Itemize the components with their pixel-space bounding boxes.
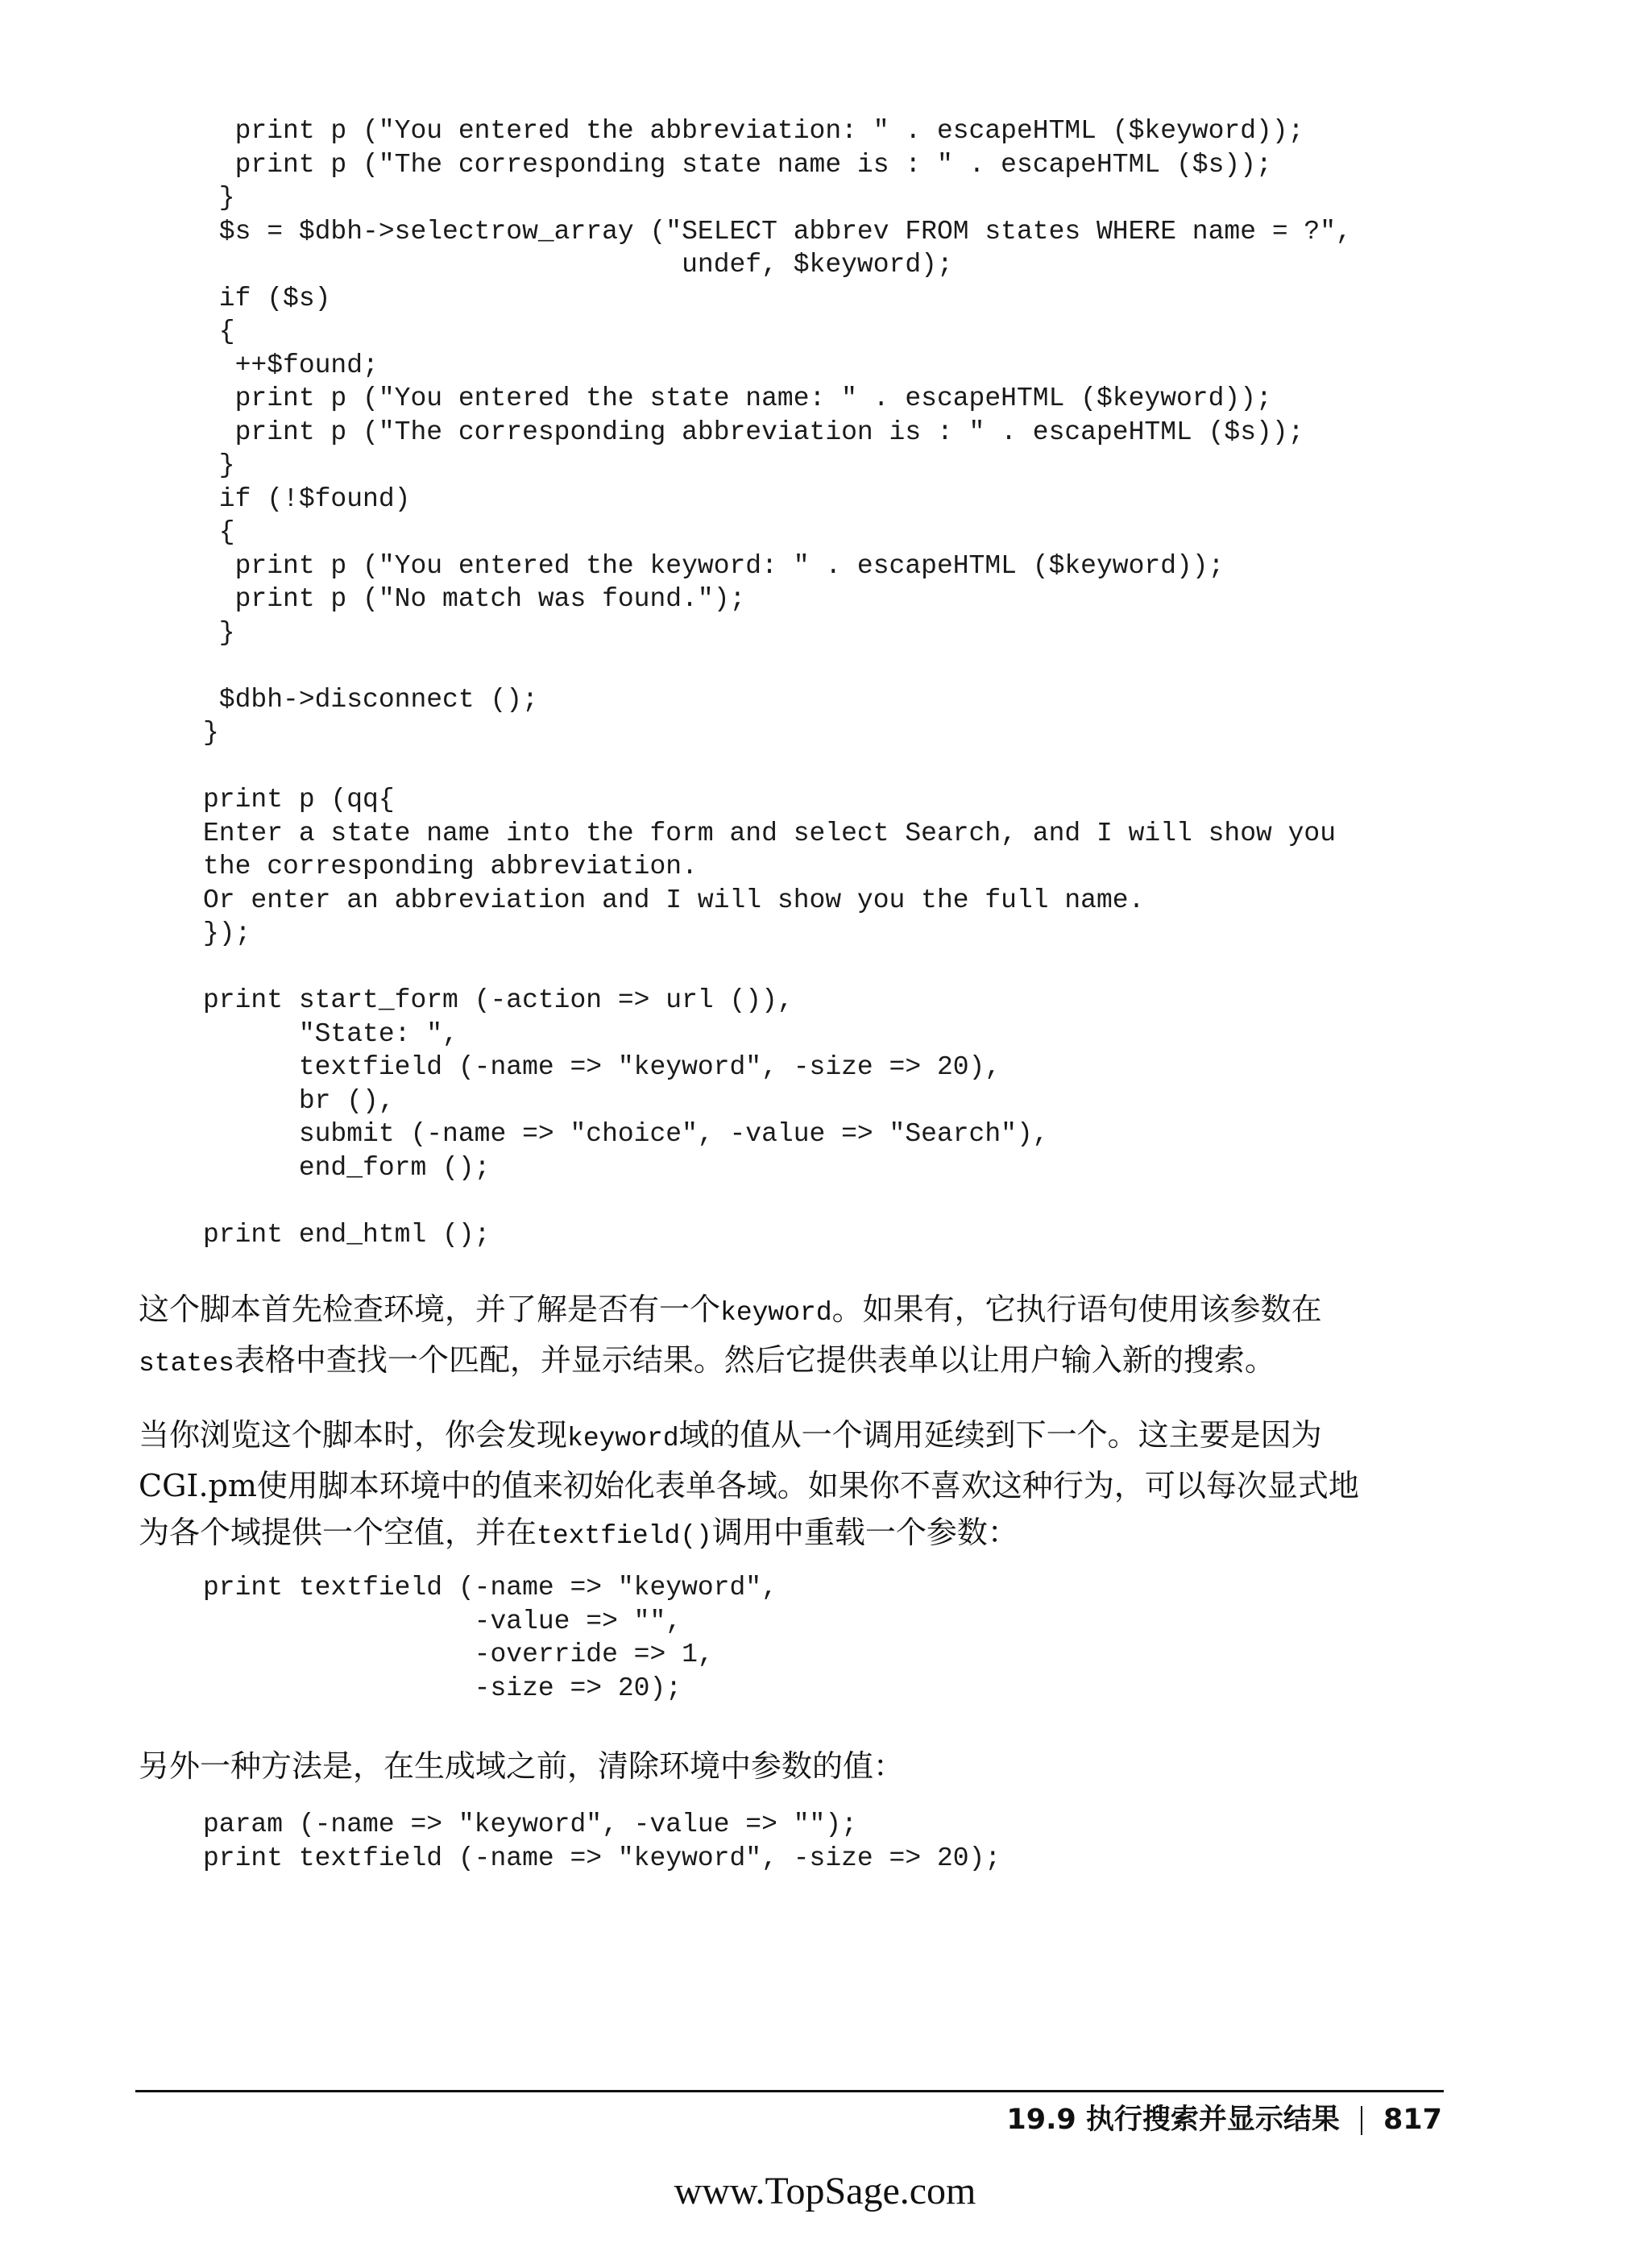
code-line: $s = $dbh->selectrow_array ("SELECT abbrev FROM states WHERE name = ?", (203, 216, 1352, 247)
code-line (203, 952, 219, 982)
code-line: }); (203, 918, 251, 948)
code-line: } (203, 183, 235, 213)
code-line: print p ("The corresponding state name is : " . escapeHTML ($s)); (203, 149, 1272, 180)
code-line: Enter a state name into the form and select Search, and I will show you (203, 818, 1337, 848)
code-line: submit (-name => "choice", -value => "Search"), (203, 1119, 1049, 1149)
code-line (203, 752, 219, 782)
code-line: } (203, 718, 219, 748)
page-number: 817 (1383, 2104, 1442, 2136)
code-listing-textfield-override (203, 1571, 777, 1705)
page-footer (1006, 2100, 1442, 2140)
code-line: print p ("The corresponding abbreviation is : " . escapeHTML ($s)); (203, 417, 1304, 447)
footer-section-title: 19.9 执行搜索并显示结果 (1006, 2104, 1340, 2136)
code-line: print p ("You entered the keyword: " . escapeHTML ($keyword)); (203, 550, 1225, 581)
code-line: print p ("No match was found."); (203, 584, 746, 614)
code-line: textfield (-name => "keyword", -size => 20), (203, 1052, 1001, 1082)
code-line: end_form (); (203, 1152, 491, 1183)
code-line: Or enter an abbreviation and I will show you the full name. (203, 885, 1145, 915)
code-line: { (203, 317, 235, 346)
paragraph-field-persistence: 当你浏览这个脚本时，你会发现keyword域的值从一个调用延续到下一个。这主要是因为 CGI.pm使用脚本环境中的值来初始化表单各域。如果你不喜欢这种行为，可以每次显式地 为各个域提供一个空值，并在textfield()调用中重载一个参数： (139, 1417, 1359, 1551)
code-line: if ($s) (203, 283, 331, 313)
code-line: { (203, 517, 235, 547)
code-listing-param-clear (203, 1808, 1001, 1875)
code-line: print p (qq{ (203, 785, 395, 815)
watermark-url: www.TopSage.com (674, 2170, 976, 2212)
code-line: br (), (203, 1085, 395, 1116)
code-line: param (-name => "keyword", -value => ""); (203, 1810, 857, 1839)
code-line: $dbh->disconnect (); (203, 684, 538, 715)
code-line: print end_html (); (203, 1219, 491, 1250)
paragraph-alternative-method: 另外一种方法是，在生成域之前，清除环境中参数的值： (139, 1748, 905, 1784)
code-line: print start_form (-action => url ()), (203, 985, 794, 1015)
code-line: "State: ", (203, 1018, 458, 1049)
code-line (203, 1186, 219, 1216)
code-line: } (203, 617, 235, 648)
code-line: -size => 20); (203, 1673, 682, 1703)
code-line: print textfield (-name => "keyword", (203, 1573, 777, 1603)
code-line: print p ("You entered the state name: " . escapeHTML ($keyword)); (203, 384, 1272, 413)
code-line: } (203, 450, 235, 480)
code-line: print p ("You entered the abbreviation: " . escapeHTML ($keyword)); (203, 116, 1304, 146)
paragraph-script-explanation: 这个脚本首先检查环境，并了解是否有一个keyword。如果有，它执行语句使用该参数在 states表格中查找一个匹配，并显示结果。然后它提供表单以让用户输入新的搜索。 (139, 1292, 1322, 1379)
code-line: the corresponding abbreviation. (203, 852, 698, 881)
footer-separator (1361, 2106, 1362, 2135)
code-line: print textfield (-name => "keyword", -size => 20); (203, 1843, 1001, 1873)
code-line: undef, $keyword); (203, 250, 953, 280)
code-line: -value => "", (203, 1606, 682, 1636)
code-listing-main (203, 114, 1352, 1251)
footer-rule (135, 2090, 1444, 2092)
code-line: if (!$found) (203, 483, 411, 514)
code-line: -override => 1, (203, 1640, 714, 1669)
code-line: ++$found; (203, 350, 379, 380)
code-line (203, 651, 219, 681)
